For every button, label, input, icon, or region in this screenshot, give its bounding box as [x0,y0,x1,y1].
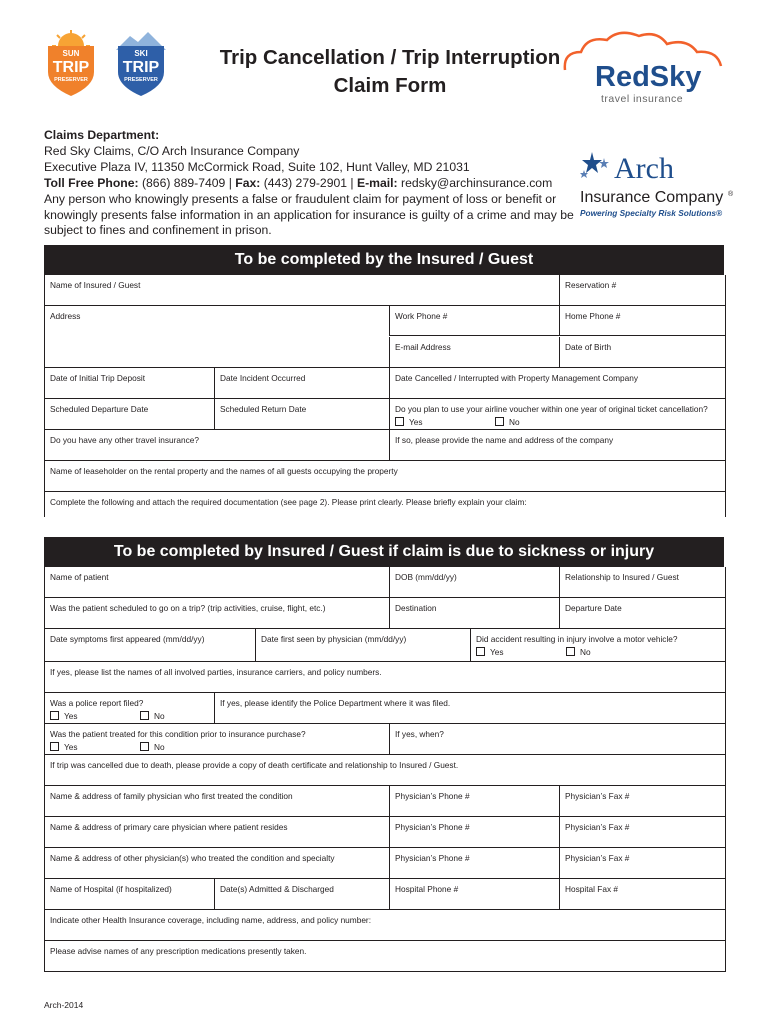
scheduled-trip-field[interactable]: Was the patient scheduled to go on a trip? (trip activities, cruise, flight, etc.) [50,603,326,613]
hospital-fax-field[interactable]: Hospital Fax # [559,879,725,909]
redsky-name: RedSky [595,61,702,93]
ski-badge-top: SKI [134,49,148,58]
form-row [45,337,725,368]
form-row [45,567,725,598]
primary-physician-phone-field[interactable]: Physician’s Phone # [389,817,559,847]
email-address-field[interactable]: E-mail Address [389,337,559,367]
sickness-form-grid [44,567,726,972]
form-code: Arch-2014 [44,1000,84,1010]
form-row [45,368,725,399]
primary-physician-field[interactable]: Name & address of primary care physician where patient resides [50,822,288,832]
prior-yes-checkbox[interactable] [50,742,59,751]
insured-form-grid [44,275,726,517]
home-phone-field[interactable]: Home Phone # [559,306,725,336]
motor-vehicle-yes-checkbox[interactable] [476,647,485,656]
motor-vehicle-yes-option[interactable]: Yes [476,646,566,658]
ski-trip-preserver-logo [112,30,170,98]
other-physician-fax-field[interactable]: Physician’s Fax # [559,848,725,878]
voucher-no-checkbox[interactable] [495,417,504,426]
sun-badge-bottom: PRESERVER [54,77,88,83]
form-row [45,492,725,517]
prior-treatment-question [45,724,389,754]
form-row [45,910,725,941]
page-title [190,44,590,100]
sun-badge-main: TRIP [52,59,90,76]
title-line-1: Trip Cancellation / Trip Interruption [219,46,561,69]
prior-yes-option[interactable]: Yes [50,741,140,753]
form-row [45,306,725,336]
admitted-dates-field[interactable]: Date(s) Admitted & Discharged [214,879,389,909]
cancelled-date-field[interactable]: Date Cancelled / Interrupted with Property Management Company [389,368,725,398]
family-physician-field[interactable]: Name & address of family physician who first treated the condition [50,791,293,801]
form-row [45,941,725,972]
reservation-field[interactable]: Reservation # [559,275,725,305]
section-sickness-header: To be completed by Insured / Guest if claim is due to sickness or injury [44,537,724,567]
symptoms-date-field[interactable]: Date symptoms first appeared (mm/dd/yy) [50,634,205,644]
initial-deposit-field[interactable]: Date of Initial Trip Deposit [50,373,145,383]
motor-vehicle-question-text: Did accident resulting in injury involve a motor vehicle? [476,634,678,644]
leaseholder-field[interactable]: Name of leaseholder on the rental property and the names of all guests occupying the property [50,466,398,476]
other-insurance-field[interactable]: Do you have any other travel insurance? [50,435,199,445]
police-report-question [45,693,214,723]
voucher-yes-option[interactable]: Yes [395,416,495,428]
claims-dept-label: Claims Department: [44,128,160,142]
claims-department-block [44,128,574,239]
other-physician-field[interactable]: Name & address of other physician(s) who treated the condition and specialty [50,853,335,863]
name-insured-field[interactable]: Name of Insured / Guest [50,280,141,290]
return-date-field[interactable]: Scheduled Return Date [214,399,389,429]
form-row [45,879,725,910]
destination-field[interactable]: Destination [389,598,559,628]
form-row [45,755,725,786]
primary-physician-fax-field[interactable]: Physician’s Fax # [559,817,725,847]
hospital-name-field[interactable]: Name of Hospital (if hospitalized) [50,884,172,894]
motor-vehicle-question [470,629,725,661]
voucher-yes-checkbox[interactable] [395,417,404,426]
voucher-no-option[interactable]: No [495,416,520,428]
involved-parties-field[interactable]: If yes, please list the names of all involved parties, insurance carriers, and policy numbers. [50,667,382,677]
police-report-question-text: Was a police report filed? [50,698,144,708]
star-burst-icon [580,152,609,178]
redsky-tagline: travel insurance [601,93,684,105]
form-row [45,817,725,848]
motor-vehicle-no-checkbox[interactable] [566,647,575,656]
departure-date-field[interactable]: Scheduled Departure Date [50,404,149,414]
ski-badge-main: TRIP [122,59,160,76]
hospital-phone-field[interactable]: Hospital Phone # [389,879,559,909]
incident-date-field[interactable]: Date Incident Occurred [214,368,389,398]
address-field[interactable]: Address [50,311,81,321]
form-row [45,848,725,879]
prior-treatment-question-text: Was the patient treated for this condition prior to insurance purchase? [50,729,306,739]
departure-date-field[interactable]: Departure Date [559,598,725,628]
form-row [45,461,725,492]
medications-field[interactable]: Please advise names of any prescription medications presently taken. [50,946,307,956]
voucher-question [389,399,725,429]
health-coverage-field[interactable]: Indicate other Health Insurance coverage, including name, address, and policy number: [50,915,372,925]
arch-name: Arch [614,152,674,185]
voucher-question-text: Do you plan to use your airline voucher within one year of original ticket cancellation? [395,404,708,414]
other-physician-phone-field[interactable]: Physician’s Phone # [389,848,559,878]
form-row [45,275,725,306]
form-row [45,724,725,755]
claims-contact-line: Toll Free Phone: (866) 889-7409 | Fax: (443) 279-2901 | E-mail: redsky@archinsurance.com [44,175,553,190]
arch-sub: Insurance Company [580,189,724,206]
police-department-field[interactable]: If yes, please identify the Police Department where it was filed. [214,693,725,723]
police-yes-option[interactable]: Yes [50,710,140,722]
form-row [45,430,725,461]
sun-badge-top: SUN [62,49,80,58]
relationship-field[interactable]: Relationship to Insured / Guest [559,567,725,597]
form-row [45,662,725,693]
form-row [45,693,725,724]
prior-no-checkbox[interactable] [140,742,149,751]
prior-when-field[interactable]: If yes, when? [389,724,725,754]
police-no-checkbox[interactable] [140,711,149,720]
ski-badge-bottom: PRESERVER [124,77,158,83]
arch-registered-mark: ® [728,191,734,198]
form-row [45,786,725,817]
death-certificate-field[interactable]: If trip was cancelled due to death, please provide a copy of death certificate and relationship to Insured / Guest. [50,760,459,770]
patient-name-field[interactable]: Name of patient [50,572,109,582]
arch-insurance-logo [576,148,736,228]
other-insurance-details-field[interactable]: If so, please provide the name and address of the company [389,430,725,460]
police-yes-checkbox[interactable] [50,711,59,720]
patient-dob-field[interactable]: DOB (mm/dd/yy) [389,567,559,597]
claims-line-2: Executive Plaza IV, 11350 McCormick Road, Suite 102, Hunt Valley, MD 21031 [44,159,470,174]
claim-explanation-field[interactable]: Complete the following and attach the required documentation (see page 2). Please print clearly. Please briefly explain your claim: [50,497,527,507]
form-row [45,399,725,430]
form-row [45,598,725,629]
claims-email-link[interactable]: redsky@archinsurance.com [397,175,553,190]
physician-date-field[interactable]: Date first seen by physician (mm/dd/yy) [255,629,470,661]
family-physician-fax-field[interactable]: Physician’s Fax # [559,786,725,816]
address-field-continued[interactable] [45,337,389,367]
date-of-birth-field[interactable]: Date of Birth [559,337,725,367]
fraud-warning: Any person who knowingly presents a false or fraudulent claim for payment of loss or benefit or knowingly presents false information in an application for insurance is guilty of a crime and may be subject to fines and confinement in prison. [44,191,574,238]
work-phone-field[interactable]: Work Phone # [389,306,559,336]
sun-trip-preserver-logo [42,30,100,98]
prior-no-option[interactable]: No [140,741,165,753]
arch-tagline: Powering Specialty Risk Solutions® [580,208,723,218]
motor-vehicle-no-option[interactable]: No [566,646,591,658]
section-insured-header: To be completed by the Insured / Guest [44,245,724,275]
claims-line-1: Red Sky Claims, C/O Arch Insurance Company [44,143,300,158]
police-no-option[interactable]: No [140,710,165,722]
title-line-2: Claim Form [333,74,447,97]
redsky-logo [557,28,732,112]
family-physician-phone-field[interactable]: Physician’s Phone # [389,786,559,816]
form-row [45,629,725,662]
